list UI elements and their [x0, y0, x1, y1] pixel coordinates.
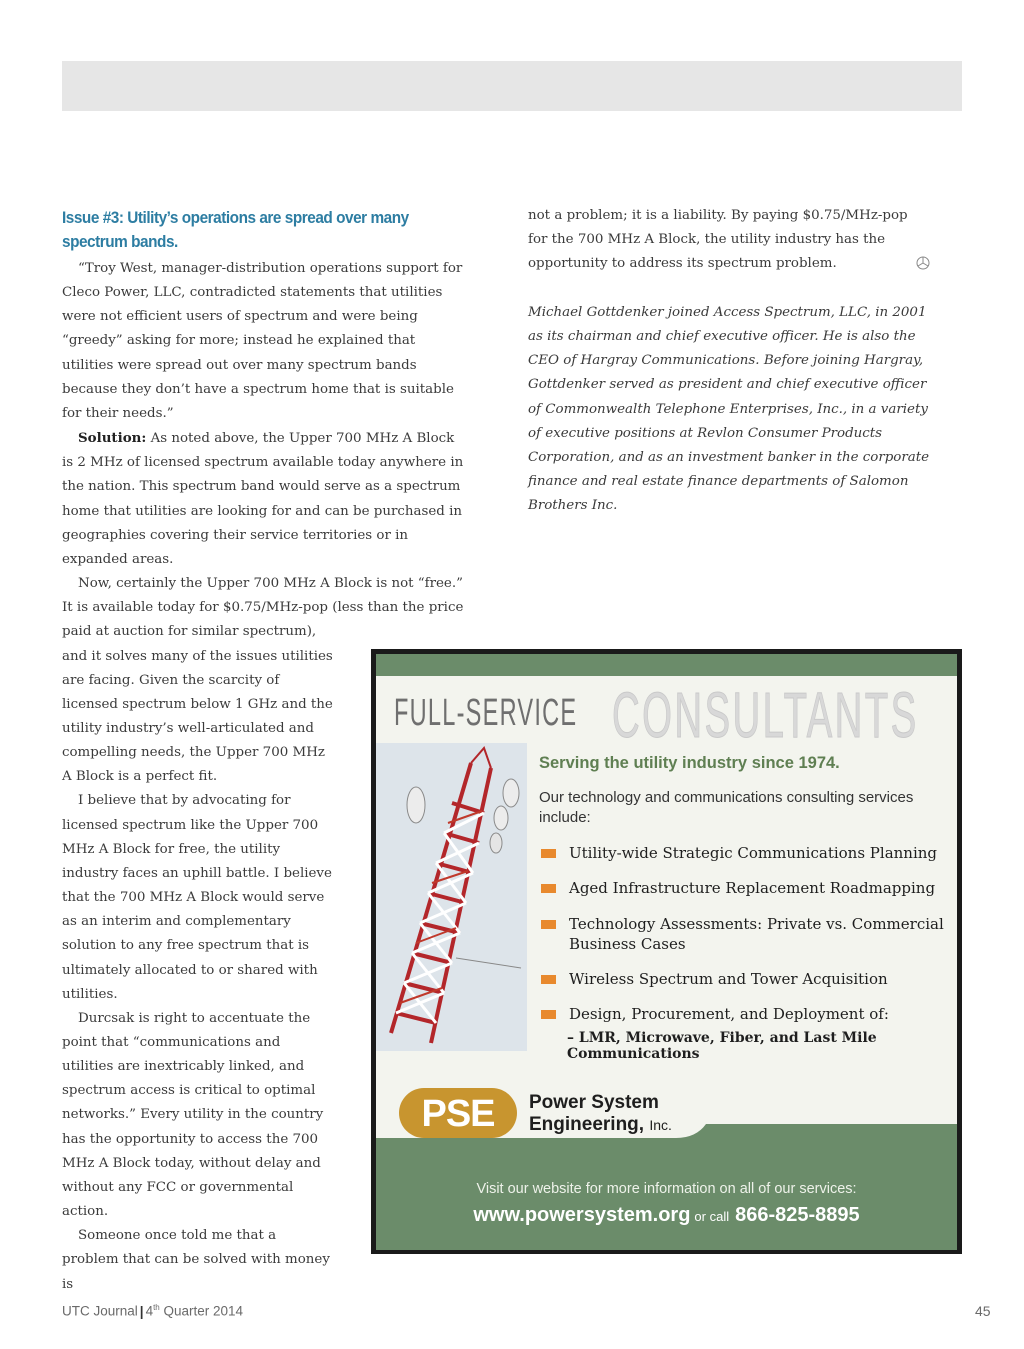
- service-item: Utility-wide Strategic Communications Planning: [539, 843, 949, 863]
- company-suffix: Inc.: [649, 1117, 672, 1133]
- ad-title-full-service: FULL-SERVICE: [394, 692, 578, 734]
- header-band: [62, 61, 962, 111]
- paragraph-quote: “Troy West, manager-distribution operations support for Cleco Power, LLC, contradicted statements that utilities were not efficient users of spectrum and were being “greedy” asking for more; instead he explained that utilities were spread out over many spectrum bands because they don’t have a spectrum home that is suitable for their needs.”: [62, 261, 463, 421]
- ad-contact-line: [376, 1204, 957, 1227]
- quarter-number: 4: [145, 1303, 154, 1319]
- ad-top-bar: [376, 654, 957, 676]
- page-number: 45: [975, 1303, 991, 1319]
- quarter-rest: Quarter 2014: [159, 1303, 244, 1319]
- paragraph-advocating: I believe that by advocating for licensed spectrum like the Upper 700 MHz A Block for free, the utility industry faces an uphill battle. I believe that the 700 MHz A Block would serve as an interim and complementary solution to any free spectrum that is ultimately allocated to or shared with utilities.: [62, 793, 332, 1002]
- orange-bullet-icon: [541, 849, 556, 858]
- ad-intro: Our technology and communications consulting services include:: [539, 789, 914, 826]
- or-call-text: or call: [694, 1209, 730, 1224]
- advertisement-panel: [376, 654, 957, 1250]
- ad-tagline: Serving the utility industry since 1974.: [539, 754, 840, 772]
- orange-bullet-icon: [541, 920, 556, 929]
- footer-journal: [62, 1303, 243, 1319]
- ad-title-consultants: CONSULTANTS: [612, 679, 919, 751]
- quarter-suffix: th: [153, 1303, 160, 1312]
- radio-tower-photo: [376, 743, 527, 1051]
- solution-text: As noted above, the Upper 700 MHz A Block is 2 MHz of licensed spectrum available today anywhere in the nation. This spectrum band would serve as a spectrum home that utilities are looking for and can be purchased in geographies covering their service territories or in expanded areas.: [62, 431, 464, 567]
- svg-text:PSE: PSE: [421, 1093, 495, 1135]
- ad-services-block: [539, 750, 944, 828]
- service-sub-item: – LMR, Microwave, Fiber, and Last Mile Communications: [567, 1030, 877, 1062]
- company-name-line1: Power System: [529, 1092, 659, 1113]
- article-right-column: [528, 204, 928, 276]
- company-name-line2: Engineering, Inc.: [529, 1114, 672, 1135]
- paragraph-someone: Someone once told me that a problem that can be solved with money is: [62, 1228, 330, 1292]
- end-of-article-icon: [916, 256, 930, 270]
- service-item: Aged Infrastructure Replacement Roadmapping: [539, 878, 949, 898]
- paragraph-solution: [62, 426, 464, 572]
- paragraph-price: Now, certainly the Upper 700 MHz A Block is not “free.” It is available today for $0.75/MHz-pop (less than the price paid at auction for similar spectrum),: [62, 576, 464, 640]
- paragraph-price-continued: and it solves many of the issues utilities are facing. Given the scarcity of licensed spectrum below 1 GHz and the utility industry’s well-articulated and compelling needs, the Upper 700 MHz A Block is a perfect fit.: [62, 648, 333, 785]
- phone-number[interactable]: 866-825-8895: [735, 1204, 860, 1226]
- journal-name: UTC Journal: [62, 1303, 138, 1319]
- pse-logo: [398, 1087, 518, 1139]
- service-item: Wireless Spectrum and Tower Acquisition: [539, 969, 949, 989]
- ad-visit-text: Visit our website for more information on all of our services:: [476, 1181, 857, 1197]
- website-link[interactable]: www.powersystem.org: [473, 1204, 691, 1226]
- orange-bullet-icon: [541, 1010, 556, 1019]
- author-bio: Michael Gottdenker joined Access Spectrum, LLC, in 2001 as its chairman and chief executive officer. He is also the CEO of Hargray Communications. Before joining Hargray, Gottdenker served as president and chief executive officer of Commonwealth Telephone Enterprises, Inc., in a variety of executive positions at Revlon Consumer Products Corporation, and as an investment banker in the corporate finance and real estate finance departments of Salomon Brothers Inc.: [528, 305, 930, 514]
- advertisement: [371, 649, 962, 1254]
- service-item: Design, Procurement, and Deployment of:: [539, 1004, 949, 1024]
- section-heading: Issue #3: Utility’s operations are spread over many spectrum bands.: [62, 209, 409, 251]
- paragraph-durcsak: Durcsak is right to accentuate the point that “communications and utilities are inextricably linked, and spectrum access is critical to optimal networks.” Every utility in the country has the opportunity to access the 700 MHz A Block today, without delay and without any FCC or governmental action.: [62, 1010, 324, 1220]
- service-item: Technology Assessments: Private vs. Commercial Business Cases: [539, 914, 949, 954]
- solution-label: Solution:: [78, 430, 147, 447]
- company-name: [529, 1092, 672, 1136]
- paragraph-liability: not a problem; it is a liability. By paying $0.75/MHz-pop for the 700 MHz A Block, the utility industry has the opportunity to address its spectrum problem.: [528, 208, 908, 272]
- orange-bullet-icon: [541, 884, 556, 893]
- orange-bullet-icon: [541, 975, 556, 984]
- footer-separator: |: [139, 1303, 144, 1319]
